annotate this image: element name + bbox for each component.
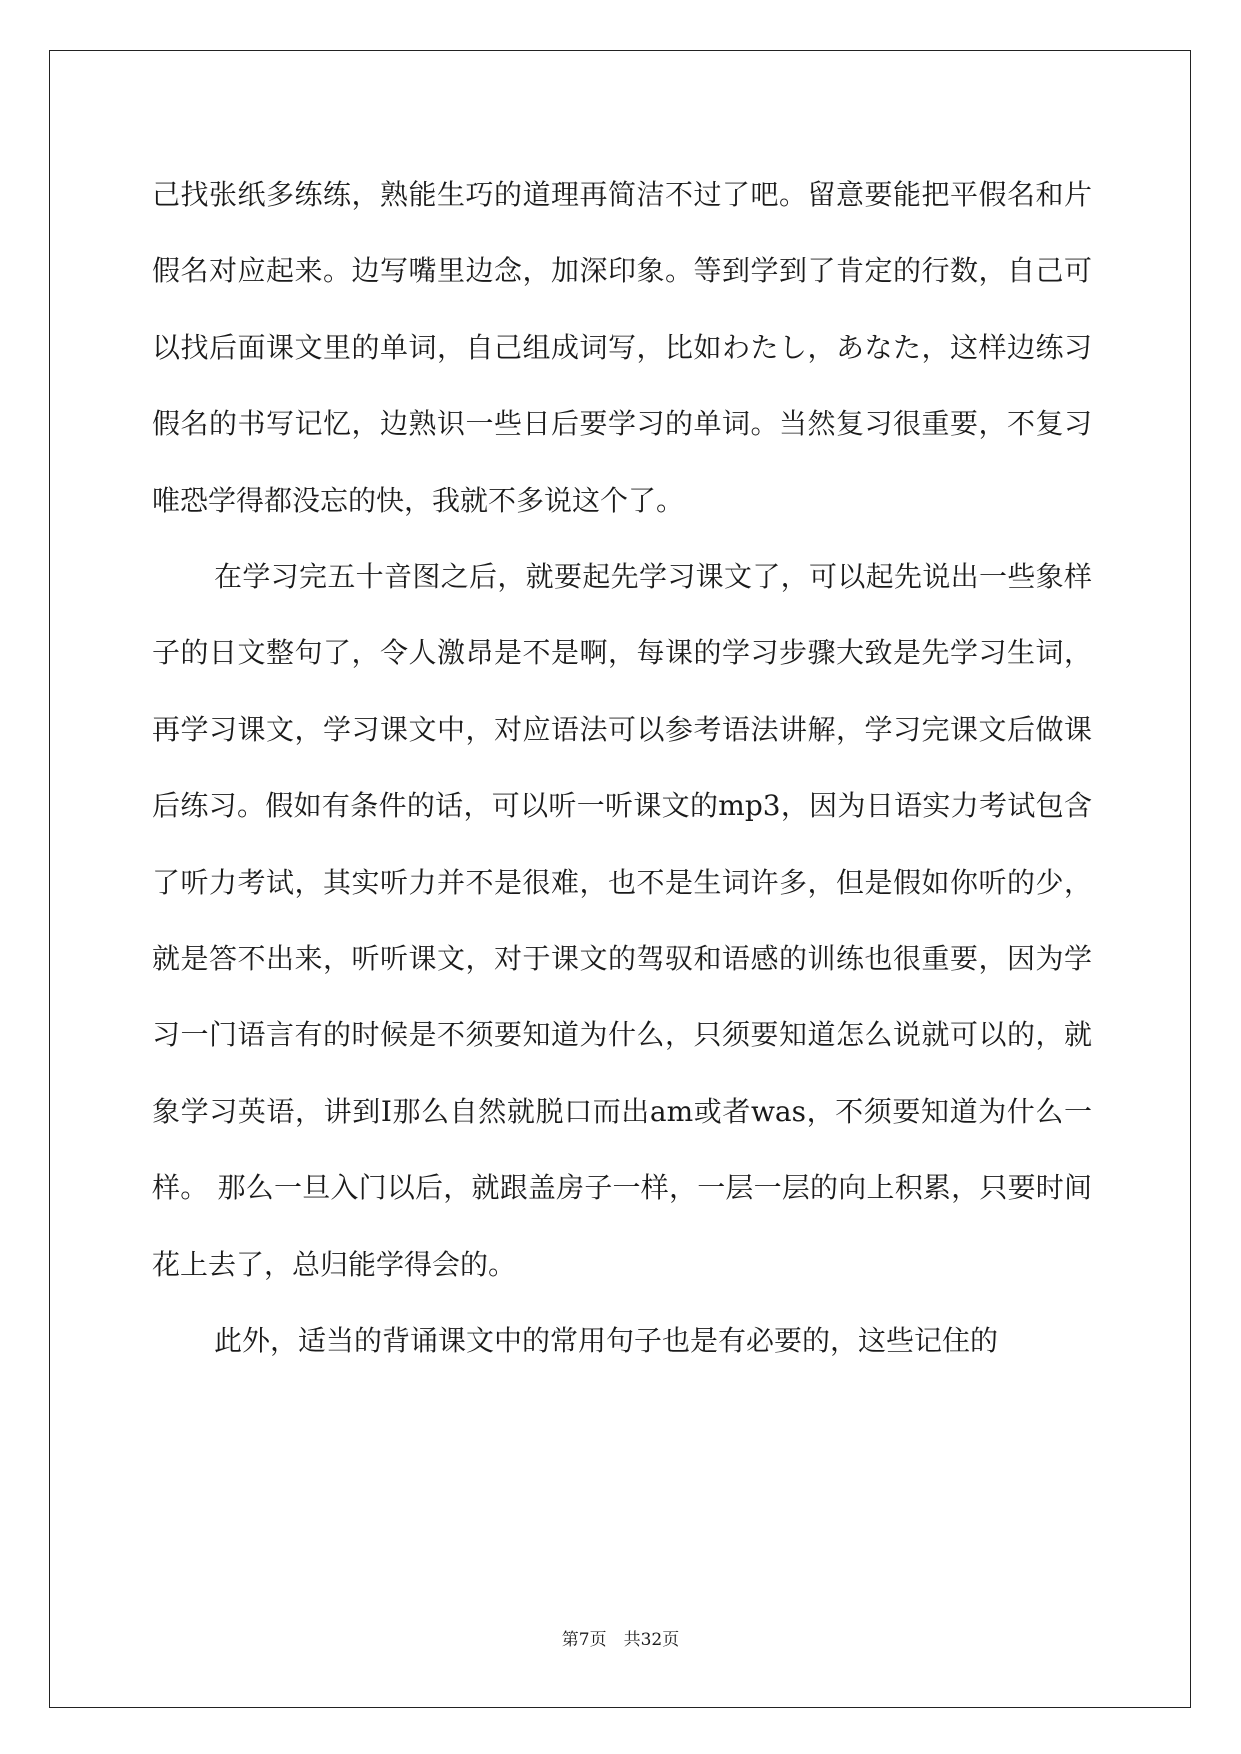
page-number-footer: 第7页 共32页	[561, 1630, 680, 1650]
paragraph-1: 己找张纸多练练，熟能生巧的道理再简洁不过了吧。留意要能把平假名和片假名对应起来。边写嘴里边念，加深印象。等到学到了肯定的行数，自己可以找后面课文里的单词，自己组成词写，比如わたし，あなた，这样边练习假名的书写记忆，边熟识一些日后要学习的单词。当然复习很重要，不复习唯恐学得都没忘的快，我就不多说这个了。	[152, 178, 1092, 517]
paragraph-3: 此外，适当的背诵课文中的常用句子也是有必要的，这些记住的	[214, 1324, 999, 1358]
document-body	[152, 157, 1092, 1380]
paragraph-2: 在学习完五十音图之后，就要起先学习课文了，可以起先说出一些象样子的日文整句了，令人激昂是不是啊，每课的学习步骤大致是先学习生词，再学习课文，学习课文中，对应语法可以参考语法讲解，学习完课文后做课后练习。假如有条件的话，可以听一听课文的mp3，因为日语实力考试包含了听力考试，其实听力并不是很难，也不是生词许多，但是假如你听的少，就是答不出来，听听课文，对于课文的驾驭和语感的训练也很重要，因为学习一门语言有的时候是不须要知道为什么，只须要知道怎么说就可以的，就象学习英语，讲到I那么自然就脱口而出am或者was，不须要知道为什么一样。 那么一旦入门以后，就跟盖房子一样，一层一层的向上积累，只要时间花上去了，总归能学得会的。	[152, 560, 1092, 1281]
